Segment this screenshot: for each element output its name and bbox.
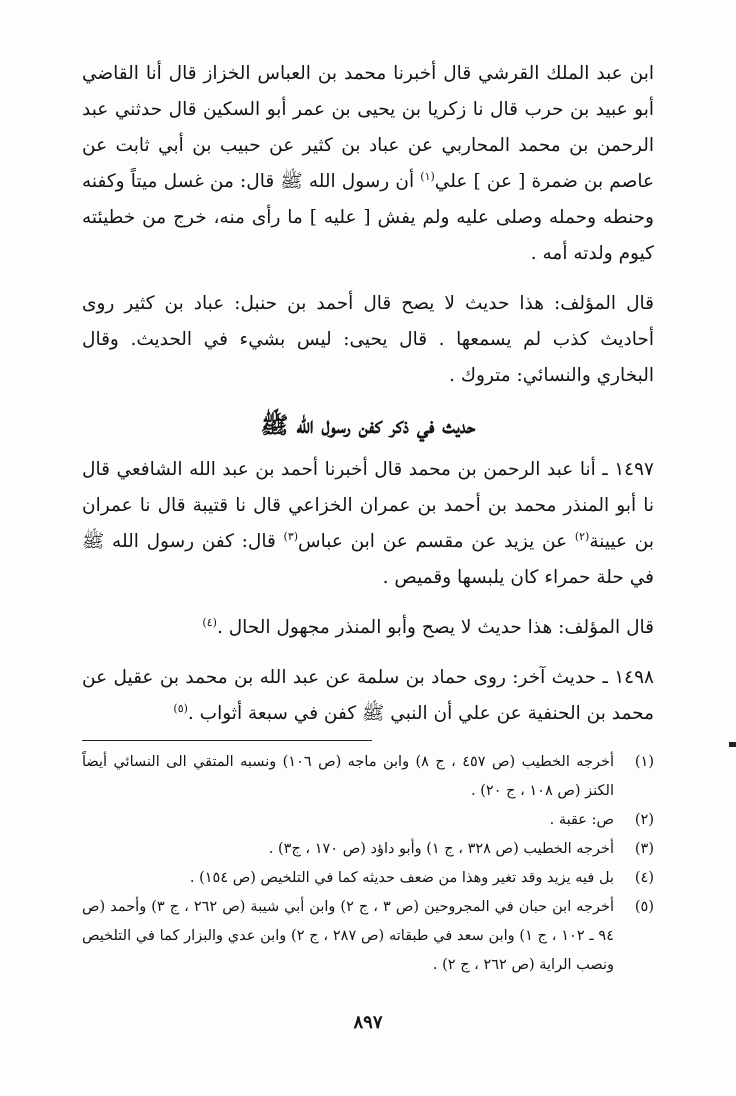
footnote-2: (٢) ص: عقبة . — [549, 812, 654, 828]
section-heading: حديث في ذكر كفن رسول الله ﷺ — [260, 412, 476, 439]
paragraph-5: ١٤٩٨ ـ حديث آخر: روى حماد بن سلمة عن عبد الله بن محمد بن عقيل عن محمد بن الحنفية عن علي أن النبي ﷺ كفن في سبعة أثواب .$^{(٥)}$ — [82, 667, 654, 724]
footnote-ref-3[interactable]: (٣) — [283, 529, 299, 543]
paragraph-1: ابن عبد الملك القرشي قال أخبرنا محمد بن العباس الخزاز قال أنا القاضي أبو عبيد بن حرب قال نا زكريا بن يحيى بن عمر أبو السكين قال حدثني عبد الرحمن بن محمد المحاربي عن عباد بن كثير عن حبيب بن أبي ثابت عن عاصم بن ضمرة [ عن ] علي$^{(١)}$ أن رسول الله ﷺ قال: من غسل ميتاً وكفنه وحنطه وحمله وصلى عليه ولم يفش [ عليه ] ما رأى منه، خرج من خطيئته كيوم ولدته أمه . — [82, 63, 655, 264]
footnote-ref-5[interactable]: (٥) — [173, 701, 188, 715]
paragraph-3: ١٤٩٧ ـ أنا عبد الرحمن بن محمد قال أخبرنا أحمد بن عبد الله الشافعي قال نا أبو المنذر محمد بن أحمد بن عمران الخزاعي قال نا قتيبة قال نا عمران بن عيينة$^{(٢)}$ عن يزيد عن مقسم عن ابن عباس$^{(٣)}$ قال: كفن رسول الله ﷺ في حلة حمراء كان يلبسها وقميص . — [82, 459, 654, 588]
footnote-divider — [82, 740, 372, 741]
footnote-ref-4[interactable]: (٤) — [202, 615, 217, 629]
page-number: ٨٩٧ — [353, 1012, 383, 1033]
footnote-ref-2[interactable]: (٢) — [574, 529, 590, 543]
main-text — [82, 56, 654, 732]
footnote-3: (٣) أخرجه الخطيب (ص ٣٢٨ ، ج ١) وأبو داؤد (ص ١٧٠ ، ج٣) . — [268, 841, 654, 857]
margin-mark — [729, 742, 736, 747]
footnote-5: (٥) أخرجه ابن حبان في المجروحين (ص ٣ ، ج ٢) وابن أبي شيبة (ص ٢٦٢ ، ج ٣) وأحمد (ص ٩٤ ـ ١٠٢ ، ج ١) وابن سعد في طبقاته (ص ٢٨٧ ، ج ٢) وابن عدي والبزار كما في التلخيص ونصب الراية (ص ٢٦٢ ، ج ٢) . — [82, 899, 654, 973]
paragraph-4: قال المؤلف: هذا حديث لا يصح وأبو المنذر مجهول الحال .$^{(٤)}$ — [202, 615, 654, 638]
footnote-1: (١) أخرجه الخطيب (ص ٤٥٧ ، ج ٨) وابن ماجه (ص ١٠٦) ونسبه المتقي الى النسائي أيضاً الكنز (ص ١٠٨ ، ج ٢٠) . — [82, 754, 654, 799]
paragraph-2: قال المؤلف: هذا حديث لا يصح قال أحمد بن حنبل: عباد بن كثير روى أحاديث كذب لم يسمعها . قال يحيى: ليس بشيء في الحديث. وقال البخاري والنسائي: متروك . — [82, 293, 654, 386]
footnote-4: (٤) بل فيه يزيد وقد تغير وهذا من ضعف حديثه كما في التلخيص (ص ١٥٤) . — [189, 870, 654, 886]
footnotes — [82, 748, 654, 980]
footnote-ref-1[interactable]: (١) — [420, 169, 435, 183]
